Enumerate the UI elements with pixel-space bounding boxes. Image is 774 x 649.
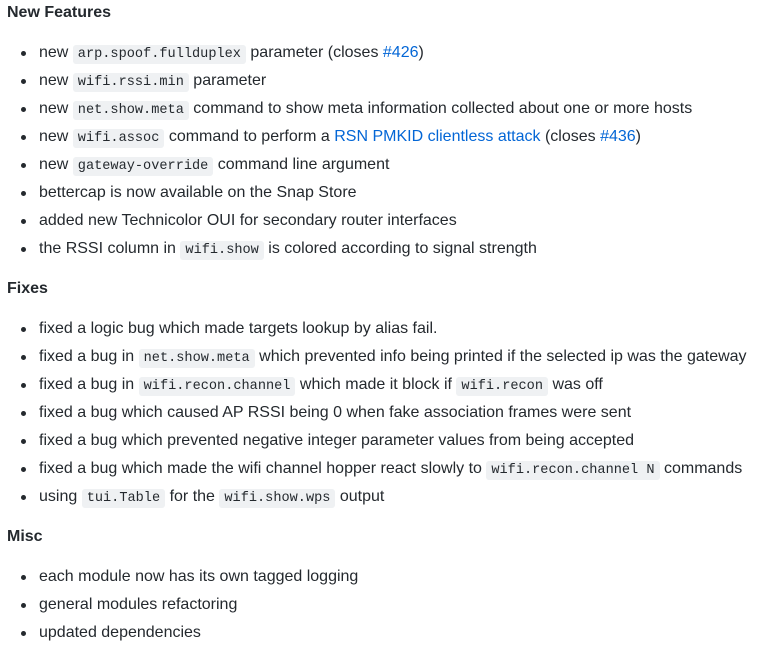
item-text: command line argument	[213, 156, 390, 173]
item-text: fixed a logic bug which made targets lookup by alias fail.	[39, 320, 438, 337]
issue-link[interactable]: #426	[382, 44, 419, 61]
item-text: fixed a bug which made the wifi channel hopper react slowly to	[39, 460, 487, 477]
item-text: for the	[165, 488, 220, 505]
list-item	[39, 459, 742, 479]
item-text: commands	[659, 460, 743, 477]
inline-code: net.show.meta	[139, 349, 255, 368]
section-heading-new-features: New Features	[7, 4, 112, 21]
list-item	[39, 127, 641, 147]
inline-code: gateway-override	[73, 157, 214, 176]
item-text: parameter (closes	[245, 44, 383, 61]
item-text: fixed a bug which prevented negative integer parameter values from being accepted	[39, 432, 635, 449]
item-text: command to show meta information collected about one or more hosts	[188, 100, 693, 117]
item-text: general modules refactoring	[39, 596, 238, 613]
inline-code: wifi.rssi.min	[73, 73, 189, 92]
list-item	[39, 403, 631, 423]
inline-code: wifi.recon	[456, 377, 548, 396]
item-text: new	[39, 156, 73, 173]
item-text: fixed a bug which caused AP RSSI being 0 when fake association frames were sent	[39, 404, 632, 421]
list-item	[39, 431, 634, 451]
item-text: which prevented info being printed if the selected ip was the gateway	[254, 348, 747, 365]
item-text: output	[335, 488, 385, 505]
list-item	[39, 211, 457, 231]
item-text: (closes	[540, 128, 601, 145]
list-item	[39, 155, 389, 175]
inline-code: wifi.show	[180, 241, 263, 260]
reference-link[interactable]: RSN PMKID clientless attack	[334, 128, 541, 145]
list-item	[39, 239, 537, 259]
item-text: the RSSI column in	[39, 240, 181, 257]
list-item	[39, 595, 237, 615]
item-text: )	[635, 128, 641, 145]
inline-code: wifi.assoc	[73, 129, 165, 148]
item-text: is colored according to signal strength	[263, 240, 537, 257]
inline-code: wifi.show.wps	[219, 489, 335, 508]
item-text: parameter	[188, 72, 267, 89]
list-item	[39, 319, 437, 339]
inline-code: arp.spoof.fullduplex	[73, 45, 246, 64]
list-item	[39, 71, 266, 91]
item-text: fixed a bug in	[39, 376, 139, 393]
item-text: fixed a bug in	[39, 348, 139, 365]
section-heading-fixes: Fixes	[7, 280, 48, 297]
item-text: )	[418, 44, 424, 61]
item-text: bettercap is now available on the Snap Store	[39, 184, 357, 201]
item-text: new	[39, 100, 73, 117]
list-item	[39, 347, 747, 367]
item-text: updated dependencies	[39, 624, 201, 641]
list-item	[39, 375, 603, 395]
item-text: added new Technicolor OUI for secondary router interfaces	[39, 212, 457, 229]
inline-code: wifi.recon.channel	[139, 377, 296, 396]
inline-code: tui.Table	[82, 489, 165, 508]
item-text: using	[39, 488, 82, 505]
item-text: new	[39, 128, 73, 145]
item-text: new	[39, 44, 73, 61]
section-heading-misc: Misc	[7, 528, 43, 545]
item-text: each module now has its own tagged logging	[39, 568, 359, 585]
list-item	[39, 487, 384, 507]
list-item	[39, 567, 358, 587]
issue-link[interactable]: #436	[600, 128, 636, 145]
list-item	[39, 183, 357, 203]
item-text: was off	[548, 376, 603, 393]
inline-code: wifi.recon.channel N	[486, 461, 659, 480]
item-text: command to perform a	[164, 128, 335, 145]
inline-code: net.show.meta	[73, 101, 189, 120]
list-item	[39, 43, 424, 63]
item-text: which made it block if	[295, 376, 457, 393]
item-text: new	[39, 72, 73, 89]
list-item	[39, 623, 201, 643]
list-item	[39, 99, 692, 119]
